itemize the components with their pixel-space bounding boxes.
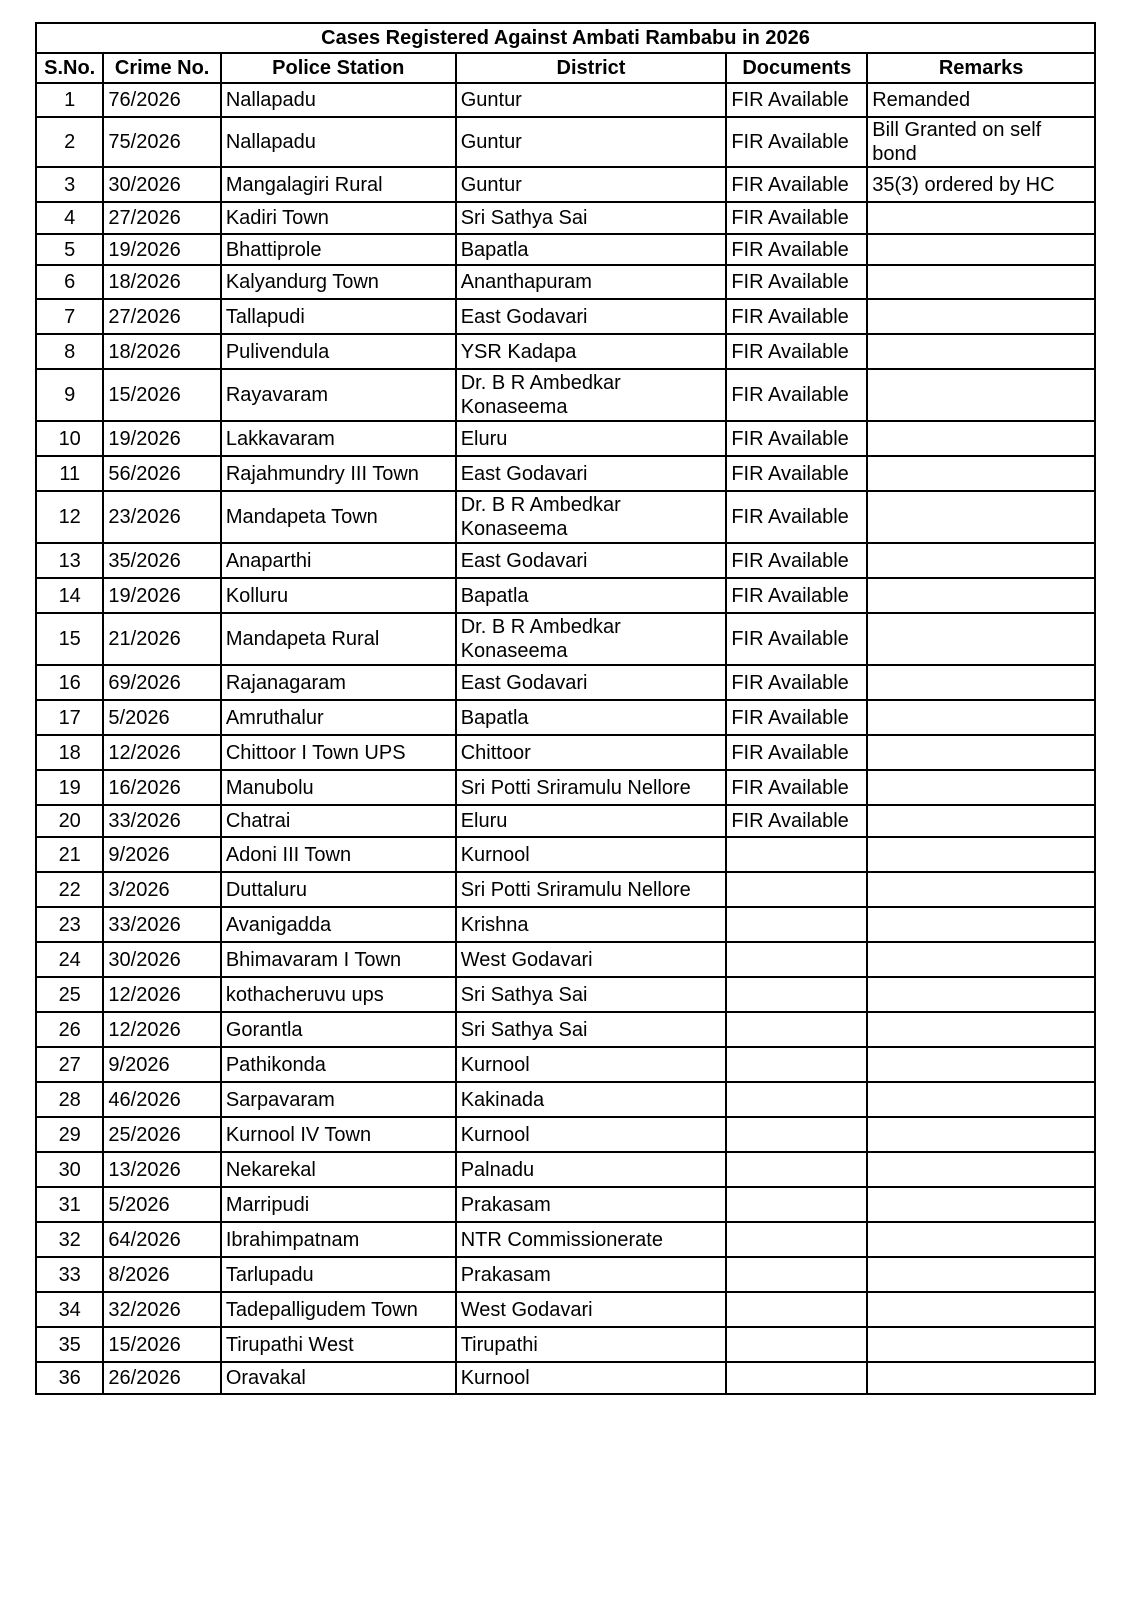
cell-crime-no: 8/2026 bbox=[103, 1257, 220, 1292]
cell-sno: 31 bbox=[36, 1187, 103, 1222]
cell-remarks bbox=[867, 202, 1095, 234]
cell-district: East Godavari bbox=[456, 456, 727, 491]
cell-sno: 16 bbox=[36, 665, 103, 700]
table-row bbox=[36, 735, 1095, 770]
cell-sno: 13 bbox=[36, 543, 103, 578]
cell-sno: 26 bbox=[36, 1012, 103, 1047]
cell-crime-no: 21/2026 bbox=[103, 613, 220, 665]
cell-police-station: Mandapeta Town bbox=[221, 491, 456, 543]
cell-district: Dr. B R Ambedkar Konaseema bbox=[456, 613, 727, 665]
table-row bbox=[36, 421, 1095, 456]
cell-police-station: Kurnool IV Town bbox=[221, 1117, 456, 1152]
table-row bbox=[36, 1327, 1095, 1362]
cell-district: Sri Sathya Sai bbox=[456, 977, 727, 1012]
table-row bbox=[36, 1257, 1095, 1292]
cell-police-station: Avanigadda bbox=[221, 907, 456, 942]
cell-district: Eluru bbox=[456, 421, 727, 456]
cell-police-station: Kolluru bbox=[221, 578, 456, 613]
cell-sno: 34 bbox=[36, 1292, 103, 1327]
table-row bbox=[36, 805, 1095, 837]
cell-sno: 33 bbox=[36, 1257, 103, 1292]
cell-district: Kurnool bbox=[456, 1047, 727, 1082]
cell-police-station: Mandapeta Rural bbox=[221, 613, 456, 665]
cell-remarks bbox=[867, 334, 1095, 369]
cell-sno: 4 bbox=[36, 202, 103, 234]
cell-district: Bapatla bbox=[456, 700, 727, 735]
cell-remarks bbox=[867, 265, 1095, 299]
table-row bbox=[36, 202, 1095, 234]
cell-sno: 24 bbox=[36, 942, 103, 977]
cell-documents: FIR Available bbox=[726, 665, 867, 700]
cell-remarks bbox=[867, 770, 1095, 805]
cell-district: Kurnool bbox=[456, 837, 727, 872]
cell-district: Ananthapuram bbox=[456, 265, 727, 299]
cell-crime-no: 9/2026 bbox=[103, 1047, 220, 1082]
cell-remarks bbox=[867, 665, 1095, 700]
table-row bbox=[36, 369, 1095, 421]
cell-crime-no: 33/2026 bbox=[103, 805, 220, 837]
cell-remarks bbox=[867, 299, 1095, 334]
cell-crime-no: 46/2026 bbox=[103, 1082, 220, 1117]
cell-district: Chittoor bbox=[456, 735, 727, 770]
cell-crime-no: 27/2026 bbox=[103, 299, 220, 334]
header-police-station: Police Station bbox=[221, 53, 456, 83]
cell-sno: 23 bbox=[36, 907, 103, 942]
cell-remarks bbox=[867, 735, 1095, 770]
cell-crime-no: 16/2026 bbox=[103, 770, 220, 805]
cell-sno: 29 bbox=[36, 1117, 103, 1152]
cell-district: Kurnool bbox=[456, 1362, 727, 1394]
cell-crime-no: 5/2026 bbox=[103, 1187, 220, 1222]
cell-district: East Godavari bbox=[456, 299, 727, 334]
cell-remarks: Bill Granted on self bond bbox=[867, 117, 1095, 167]
cell-district: Kakinada bbox=[456, 1082, 727, 1117]
cell-remarks bbox=[867, 1222, 1095, 1257]
cell-documents bbox=[726, 1082, 867, 1117]
cell-documents: FIR Available bbox=[726, 421, 867, 456]
cases-table bbox=[35, 22, 1096, 1395]
table-row bbox=[36, 907, 1095, 942]
table-row bbox=[36, 491, 1095, 543]
cell-district: Dr. B R Ambedkar Konaseema bbox=[456, 491, 727, 543]
table-row bbox=[36, 872, 1095, 907]
cell-remarks bbox=[867, 578, 1095, 613]
table-row bbox=[36, 83, 1095, 117]
cell-remarks bbox=[867, 369, 1095, 421]
cell-documents bbox=[726, 1047, 867, 1082]
table-row bbox=[36, 234, 1095, 265]
cell-documents: FIR Available bbox=[726, 369, 867, 421]
cell-sno: 15 bbox=[36, 613, 103, 665]
cell-remarks bbox=[867, 805, 1095, 837]
cell-district: Tirupathi bbox=[456, 1327, 727, 1362]
cell-crime-no: 5/2026 bbox=[103, 700, 220, 735]
cell-documents bbox=[726, 1222, 867, 1257]
cell-crime-no: 26/2026 bbox=[103, 1362, 220, 1394]
cell-district: West Godavari bbox=[456, 1292, 727, 1327]
cell-police-station: kothacheruvu ups bbox=[221, 977, 456, 1012]
cell-remarks: 35(3) ordered by HC bbox=[867, 167, 1095, 202]
cell-remarks bbox=[867, 491, 1095, 543]
cell-remarks bbox=[867, 234, 1095, 265]
cell-police-station: Oravakal bbox=[221, 1362, 456, 1394]
cell-crime-no: 64/2026 bbox=[103, 1222, 220, 1257]
cell-district: West Godavari bbox=[456, 942, 727, 977]
cell-documents bbox=[726, 1117, 867, 1152]
cell-crime-no: 19/2026 bbox=[103, 578, 220, 613]
cell-crime-no: 35/2026 bbox=[103, 543, 220, 578]
cell-police-station: Chittoor I Town UPS bbox=[221, 735, 456, 770]
cell-police-station: Lakkavaram bbox=[221, 421, 456, 456]
table-row bbox=[36, 1012, 1095, 1047]
cell-documents: FIR Available bbox=[726, 491, 867, 543]
cell-police-station: Pulivendula bbox=[221, 334, 456, 369]
cell-sno: 10 bbox=[36, 421, 103, 456]
cell-police-station: Bhimavaram I Town bbox=[221, 942, 456, 977]
cell-documents: FIR Available bbox=[726, 700, 867, 735]
cell-police-station: Manubolu bbox=[221, 770, 456, 805]
cell-sno: 5 bbox=[36, 234, 103, 265]
cell-sno: 6 bbox=[36, 265, 103, 299]
cell-documents bbox=[726, 1327, 867, 1362]
cell-documents: FIR Available bbox=[726, 805, 867, 837]
cell-crime-no: 27/2026 bbox=[103, 202, 220, 234]
cell-district: NTR Commissionerate bbox=[456, 1222, 727, 1257]
cell-sno: 1 bbox=[36, 83, 103, 117]
table-row bbox=[36, 299, 1095, 334]
cell-police-station: Anaparthi bbox=[221, 543, 456, 578]
cell-crime-no: 12/2026 bbox=[103, 735, 220, 770]
cell-police-station: Duttaluru bbox=[221, 872, 456, 907]
cell-sno: 25 bbox=[36, 977, 103, 1012]
table-row bbox=[36, 613, 1095, 665]
cell-remarks bbox=[867, 1292, 1095, 1327]
cell-police-station: Rajanagaram bbox=[221, 665, 456, 700]
cell-crime-no: 15/2026 bbox=[103, 369, 220, 421]
cell-crime-no: 25/2026 bbox=[103, 1117, 220, 1152]
table-row bbox=[36, 977, 1095, 1012]
cell-crime-no: 13/2026 bbox=[103, 1152, 220, 1187]
cell-documents bbox=[726, 1152, 867, 1187]
cell-documents: FIR Available bbox=[726, 456, 867, 491]
title-row bbox=[36, 23, 1095, 53]
cell-district: Bapatla bbox=[456, 578, 727, 613]
cell-crime-no: 56/2026 bbox=[103, 456, 220, 491]
cell-crime-no: 12/2026 bbox=[103, 977, 220, 1012]
cell-district: Sri Potti Sriramulu Nellore bbox=[456, 872, 727, 907]
cell-documents: FIR Available bbox=[726, 299, 867, 334]
cell-crime-no: 75/2026 bbox=[103, 117, 220, 167]
cell-district: Palnadu bbox=[456, 1152, 727, 1187]
cell-police-station: Amruthalur bbox=[221, 700, 456, 735]
cell-sno: 8 bbox=[36, 334, 103, 369]
cell-sno: 12 bbox=[36, 491, 103, 543]
cell-district: Bapatla bbox=[456, 234, 727, 265]
cell-crime-no: 18/2026 bbox=[103, 265, 220, 299]
cell-sno: 30 bbox=[36, 1152, 103, 1187]
cell-district: Prakasam bbox=[456, 1187, 727, 1222]
cell-remarks bbox=[867, 1047, 1095, 1082]
cell-crime-no: 19/2026 bbox=[103, 421, 220, 456]
cell-police-station: Ibrahimpatnam bbox=[221, 1222, 456, 1257]
cell-police-station: Nekarekal bbox=[221, 1152, 456, 1187]
cell-remarks bbox=[867, 907, 1095, 942]
table-row bbox=[36, 700, 1095, 735]
cell-district: Sri Sathya Sai bbox=[456, 1012, 727, 1047]
cell-police-station: Bhattiprole bbox=[221, 234, 456, 265]
cell-district: Dr. B R Ambedkar Konaseema bbox=[456, 369, 727, 421]
cell-documents: FIR Available bbox=[726, 234, 867, 265]
cell-remarks: Remanded bbox=[867, 83, 1095, 117]
cell-district: Guntur bbox=[456, 167, 727, 202]
table-row bbox=[36, 665, 1095, 700]
cell-documents bbox=[726, 1257, 867, 1292]
cell-documents bbox=[726, 1292, 867, 1327]
cell-crime-no: 18/2026 bbox=[103, 334, 220, 369]
cell-crime-no: 30/2026 bbox=[103, 167, 220, 202]
cell-crime-no: 23/2026 bbox=[103, 491, 220, 543]
cell-sno: 11 bbox=[36, 456, 103, 491]
cell-sno: 28 bbox=[36, 1082, 103, 1117]
table-row bbox=[36, 456, 1095, 491]
cell-documents: FIR Available bbox=[726, 735, 867, 770]
cell-sno: 14 bbox=[36, 578, 103, 613]
cell-sno: 22 bbox=[36, 872, 103, 907]
cell-police-station: Gorantla bbox=[221, 1012, 456, 1047]
table-row bbox=[36, 578, 1095, 613]
cell-police-station: Rayavaram bbox=[221, 369, 456, 421]
cell-sno: 36 bbox=[36, 1362, 103, 1394]
cell-district: Sri Potti Sriramulu Nellore bbox=[456, 770, 727, 805]
table-row bbox=[36, 543, 1095, 578]
cell-police-station: Nallapadu bbox=[221, 83, 456, 117]
cell-documents: FIR Available bbox=[726, 543, 867, 578]
table-row bbox=[36, 265, 1095, 299]
cell-remarks bbox=[867, 872, 1095, 907]
header-district: District bbox=[456, 53, 727, 83]
cell-sno: 18 bbox=[36, 735, 103, 770]
cell-police-station: Kadiri Town bbox=[221, 202, 456, 234]
cell-sno: 3 bbox=[36, 167, 103, 202]
cell-district: Kurnool bbox=[456, 1117, 727, 1152]
cell-police-station: Tadepalligudem Town bbox=[221, 1292, 456, 1327]
cell-remarks bbox=[867, 942, 1095, 977]
cell-police-station: Marripudi bbox=[221, 1187, 456, 1222]
cell-remarks bbox=[867, 613, 1095, 665]
cell-remarks bbox=[867, 1152, 1095, 1187]
table-row bbox=[36, 1187, 1095, 1222]
table-row bbox=[36, 117, 1095, 167]
table-row bbox=[36, 1362, 1095, 1394]
cell-remarks bbox=[867, 1187, 1095, 1222]
cell-documents: FIR Available bbox=[726, 613, 867, 665]
cell-documents bbox=[726, 837, 867, 872]
cell-district: Eluru bbox=[456, 805, 727, 837]
cell-documents bbox=[726, 872, 867, 907]
cell-remarks bbox=[867, 1327, 1095, 1362]
cell-remarks bbox=[867, 1012, 1095, 1047]
cell-district: Guntur bbox=[456, 83, 727, 117]
cell-police-station: Kalyandurg Town bbox=[221, 265, 456, 299]
cell-crime-no: 32/2026 bbox=[103, 1292, 220, 1327]
cell-police-station: Tallapudi bbox=[221, 299, 456, 334]
table-row bbox=[36, 1047, 1095, 1082]
table-row bbox=[36, 942, 1095, 977]
cell-sno: 27 bbox=[36, 1047, 103, 1082]
table-row bbox=[36, 770, 1095, 805]
cell-district: YSR Kadapa bbox=[456, 334, 727, 369]
cell-district: Sri Sathya Sai bbox=[456, 202, 727, 234]
cell-remarks bbox=[867, 421, 1095, 456]
cell-remarks bbox=[867, 977, 1095, 1012]
table-title: Cases Registered Against Ambati Rambabu in 2026 bbox=[36, 23, 1095, 53]
cell-documents bbox=[726, 1362, 867, 1394]
cell-sno: 9 bbox=[36, 369, 103, 421]
cell-remarks bbox=[867, 1257, 1095, 1292]
cell-sno: 17 bbox=[36, 700, 103, 735]
cell-documents: FIR Available bbox=[726, 265, 867, 299]
header-crime-no: Crime No. bbox=[103, 53, 220, 83]
cell-crime-no: 33/2026 bbox=[103, 907, 220, 942]
cell-documents: FIR Available bbox=[726, 334, 867, 369]
cell-police-station: Tarlupadu bbox=[221, 1257, 456, 1292]
table-row bbox=[36, 334, 1095, 369]
cell-sno: 32 bbox=[36, 1222, 103, 1257]
header-row bbox=[36, 53, 1095, 83]
header-sno: S.No. bbox=[36, 53, 103, 83]
cell-police-station: Nallapadu bbox=[221, 117, 456, 167]
cell-police-station: Sarpavaram bbox=[221, 1082, 456, 1117]
table-row bbox=[36, 1222, 1095, 1257]
cell-crime-no: 76/2026 bbox=[103, 83, 220, 117]
cell-remarks bbox=[867, 543, 1095, 578]
cell-remarks bbox=[867, 456, 1095, 491]
cell-crime-no: 12/2026 bbox=[103, 1012, 220, 1047]
cell-police-station: Pathikonda bbox=[221, 1047, 456, 1082]
table-row bbox=[36, 167, 1095, 202]
cell-documents bbox=[726, 977, 867, 1012]
cell-crime-no: 69/2026 bbox=[103, 665, 220, 700]
cell-police-station: Adoni III Town bbox=[221, 837, 456, 872]
cell-remarks bbox=[867, 837, 1095, 872]
table-row bbox=[36, 1292, 1095, 1327]
cell-documents: FIR Available bbox=[726, 770, 867, 805]
table-row bbox=[36, 1082, 1095, 1117]
table-row bbox=[36, 1117, 1095, 1152]
cell-documents bbox=[726, 1187, 867, 1222]
table-row bbox=[36, 837, 1095, 872]
cell-crime-no: 15/2026 bbox=[103, 1327, 220, 1362]
cell-documents: FIR Available bbox=[726, 167, 867, 202]
cell-remarks bbox=[867, 1117, 1095, 1152]
cell-documents bbox=[726, 907, 867, 942]
cell-district: Krishna bbox=[456, 907, 727, 942]
cell-district: East Godavari bbox=[456, 665, 727, 700]
cell-documents: FIR Available bbox=[726, 202, 867, 234]
cell-sno: 35 bbox=[36, 1327, 103, 1362]
header-remarks: Remarks bbox=[867, 53, 1095, 83]
cell-sno: 7 bbox=[36, 299, 103, 334]
table-row bbox=[36, 1152, 1095, 1187]
cell-police-station: Chatrai bbox=[221, 805, 456, 837]
cell-district: East Godavari bbox=[456, 543, 727, 578]
cell-documents bbox=[726, 1012, 867, 1047]
cell-remarks bbox=[867, 1082, 1095, 1117]
cell-documents: FIR Available bbox=[726, 578, 867, 613]
cell-crime-no: 19/2026 bbox=[103, 234, 220, 265]
cell-sno: 19 bbox=[36, 770, 103, 805]
cell-crime-no: 3/2026 bbox=[103, 872, 220, 907]
cell-documents bbox=[726, 942, 867, 977]
cell-sno: 21 bbox=[36, 837, 103, 872]
cell-sno: 2 bbox=[36, 117, 103, 167]
cell-police-station: Tirupathi West bbox=[221, 1327, 456, 1362]
cell-documents: FIR Available bbox=[726, 117, 867, 167]
cell-police-station: Rajahmundry III Town bbox=[221, 456, 456, 491]
cell-crime-no: 30/2026 bbox=[103, 942, 220, 977]
cell-crime-no: 9/2026 bbox=[103, 837, 220, 872]
cell-remarks bbox=[867, 1362, 1095, 1394]
cell-police-station: Mangalagiri Rural bbox=[221, 167, 456, 202]
cell-remarks bbox=[867, 700, 1095, 735]
cell-sno: 20 bbox=[36, 805, 103, 837]
header-documents: Documents bbox=[726, 53, 867, 83]
cell-documents: FIR Available bbox=[726, 83, 867, 117]
cell-district: Guntur bbox=[456, 117, 727, 167]
cell-district: Prakasam bbox=[456, 1257, 727, 1292]
